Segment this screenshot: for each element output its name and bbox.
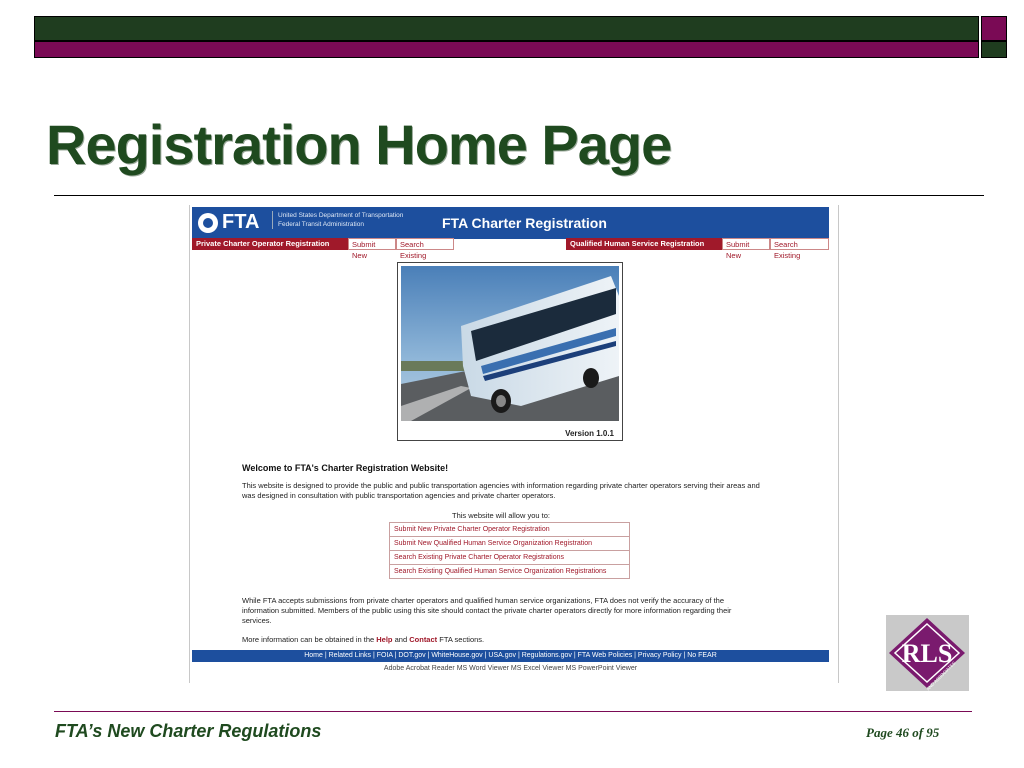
fta-logo[interactable] (198, 211, 259, 234)
top-decorative-bars (34, 16, 1007, 58)
allow-heading: This website will allow you to: (452, 511, 550, 520)
more-info-and: and (394, 635, 408, 644)
footer-page-number: Page 46 of 95 (866, 725, 940, 740)
help-link[interactable]: Help (376, 635, 393, 644)
option-submit-private[interactable]: Submit New Private Charter Operator Registration (389, 522, 630, 537)
nav-private-submit-link[interactable]: Submit New (348, 238, 396, 250)
website-screenshot (189, 205, 839, 683)
nav-qhso-submit-link[interactable]: Submit New (722, 238, 770, 250)
top-bar-green (34, 16, 979, 41)
options-list (389, 522, 630, 579)
nav-private-search-link[interactable]: Search Existing (396, 238, 454, 250)
agency-line-1: United States Department of Transportation (278, 212, 404, 219)
footer-presentation-title: FTA’s New Charter Regulations (55, 721, 322, 741)
option-search-qhso[interactable]: Search Existing Qualified Human Service Organization Registrations (389, 565, 630, 579)
site-nav (192, 238, 829, 260)
more-info-suffix: FTA sections. (439, 635, 485, 644)
agency-line-2: Federal Transit Administration (278, 221, 364, 228)
agency-name (272, 211, 403, 229)
disclaimer-text: While FTA accepts submissions from private charter operators and qualified human service organizations, FTA does not verify the accuracy of the information submitted. Members of the public using this site should contact the private charter operators directly for more information regarding their services. (242, 596, 732, 625)
option-search-private[interactable]: Search Existing Private Charter Operator Registrations (389, 551, 630, 565)
more-info-line (242, 635, 484, 644)
more-info-prefix: More information can be obtained in the (242, 635, 375, 644)
welcome-heading: Welcome to FTA's Charter Registration Website! (242, 463, 449, 473)
rls-letters: RLS (901, 639, 953, 668)
intro-text: This website is designed to provide the public and public transportation agencies with information regarding private charter operators serving their areas and was designed in consultation with public transportation agencies and private charter operators. (242, 481, 760, 500)
bus-photo (401, 266, 619, 421)
option-submit-qhso[interactable]: Submit New Qualified Human Service Organization Registration (389, 537, 630, 551)
top-square-green (981, 41, 1007, 58)
viewer-links[interactable]: Adobe Acrobat Reader MS Word Viewer MS Excel Viewer MS PowerPoint Viewer (383, 665, 638, 672)
slide-title: Registration Home Page (46, 113, 672, 176)
footer-divider (54, 711, 972, 712)
bus-photo-frame (397, 262, 623, 441)
site-title: FTA Charter Registration (442, 215, 607, 231)
rls-diamond-logo (886, 615, 969, 691)
title-divider (54, 195, 984, 196)
site-footer-links[interactable]: Home | Related Links | FOIA | DOT.gov | WhiteHouse.gov | USA.gov | Regulations.gov | FTA Web Policies | Privacy Policy | No FEAR (192, 650, 829, 662)
rls-logo (886, 615, 969, 691)
top-bar-purple (34, 41, 979, 58)
fta-swirl-icon (198, 213, 218, 233)
nav-private-label: Private Charter Operator Registration (192, 238, 348, 250)
top-square-purple (981, 16, 1007, 41)
contact-link[interactable]: Contact (409, 635, 438, 644)
bus-image (401, 266, 619, 421)
fta-logo-text: FTA (222, 211, 260, 233)
site-header (192, 207, 829, 239)
nav-qhso-search-link[interactable]: Search Existing (770, 238, 829, 250)
nav-qhso-label: Qualified Human Service Registration (566, 238, 722, 250)
rls-subtext: AND ASSOCIATES (925, 660, 957, 691)
version-label: Version 1.0.1 (565, 429, 614, 438)
